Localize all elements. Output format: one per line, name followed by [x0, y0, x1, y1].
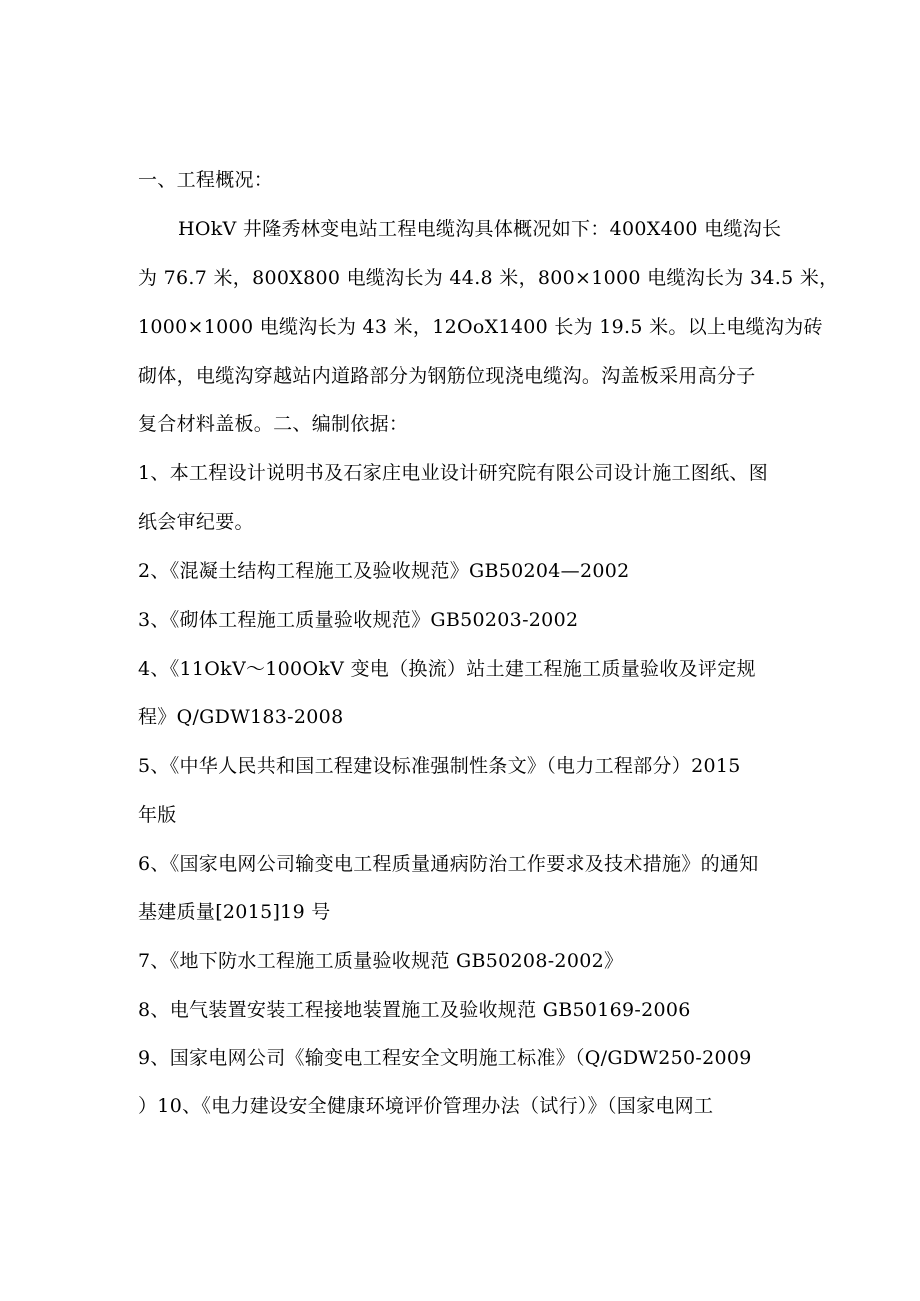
list-item: 年版 — [138, 804, 177, 826]
paragraph-line: 复合材料盖板。二、编制依据： — [138, 413, 409, 435]
paragraph-line: 为 76.7 米，800X800 电缆沟长为 44.8 米，800×1000 电缆沟长为 34.5 米， — [138, 267, 839, 289]
list-item: 程》Q/GDW183-2008 — [138, 706, 344, 728]
list-item: 纸会审纪要。 — [138, 511, 254, 533]
paragraph-line: HOkV 井隆秀林变电站工程电缆沟具体概况如下：400X400 电缆沟长 — [178, 218, 782, 240]
list-item: 1、本工程设计说明书及石家庄电业设计研究院有限公司设计施工图纸、图 — [138, 462, 768, 484]
list-item: 9、国家电网公司《输变电工程安全文明施工标准》（Q/GDW250-2009 — [138, 1047, 752, 1069]
section-heading: 一、工程概况： — [138, 169, 274, 191]
list-item: 8、电气装置安装工程接地装置施工及验收规范 GB50169-2006 — [138, 999, 691, 1021]
list-item: ）10、《电力建设安全健康环境评价管理办法（试行）》（国家电网工 — [138, 1095, 714, 1117]
list-item: 3、《砌体工程施工质量验收规范》GB50203-2002 — [138, 609, 579, 631]
list-item: 基建质量[2015]19 号 — [138, 901, 331, 923]
paragraph-line: 砌体，电缆沟穿越站内道路部分为钢筋位现浇电缆沟。沟盖板采用高分子 — [138, 365, 756, 387]
paragraph-line: 1000×1000 电缆沟长为 43 米，12OoX1400 长为 19.5 米。以上电缆沟为砖 — [138, 316, 823, 338]
list-item: 2、《混凝土结构工程施工及验收规范》GB50204—2002 — [138, 560, 630, 582]
list-item: 6、《国家电网公司输变电工程质量通病防治工作要求及技术措施》的通知 — [138, 853, 759, 875]
list-item: 7、《地下防水工程施工质量验收规范 GB50208-2002》 — [138, 950, 624, 972]
list-item: 4、《11OkV～100OkV 变电（换流）站土建工程施工质量验收及评定规 — [138, 658, 756, 680]
list-item: 5、《中华人民共和国工程建设标准强制性条文》（电力工程部分）2015 — [138, 755, 741, 777]
